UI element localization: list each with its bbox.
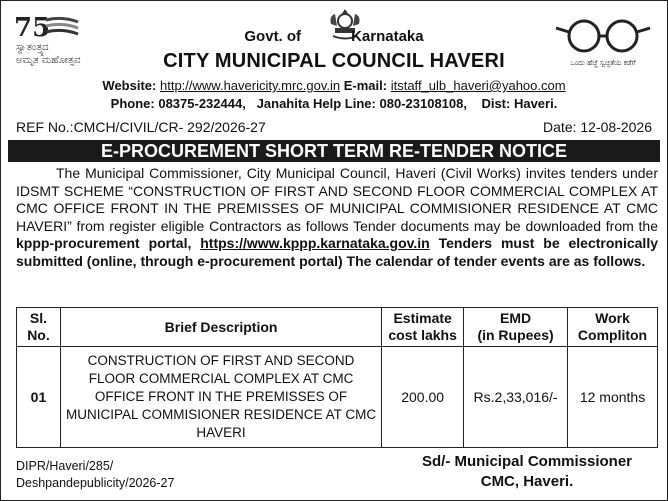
cell-emd: Rs.2,33,016/- — [464, 347, 568, 448]
paragraph-part1: The Municipal Commissioner, City Municipal Council, Haveri (Civil Works) invites tenders under IDSMT SCHEME “CONSTRUCTION OF FIRST AND SECOND FLOOR COMMERCIAL COMPLEX AT CMC OFFICE FRONT IN THE PREMISSES OF MUNICIPAL COMMISIONER RESIDENCE AT CMC HAVERI” from register eligible Contractors as follows Tender documents may be downloaded from the — [16, 165, 658, 234]
reference-number: REF No.:CMCH/CIVIL/CR- 292/2026-27 — [16, 119, 266, 135]
email-link[interactable]: itstaff_ulb_haveri@yahoo.com — [390, 78, 566, 93]
header-work-completion: Work Compliton — [568, 308, 658, 347]
dist-value: Haveri. — [513, 96, 558, 111]
logo-75-text: 75 — [14, 13, 51, 43]
cell-estimate: 200.00 — [382, 347, 464, 448]
signatory-title: Sd/- Municipal Commissioner — [421, 453, 633, 470]
reference-row — [16, 119, 656, 135]
website-link[interactable]: http://www.havericity.mrc.gov.in — [159, 78, 341, 93]
publicity-ref — [16, 458, 174, 492]
phone-value: 08375-232444, — [158, 96, 246, 111]
helpline-label: Janahita Help Line: — [256, 96, 376, 111]
contact-line-web — [0, 78, 668, 93]
header-sl-no: Sl. No. — [17, 308, 61, 347]
govt-state: Karnataka — [351, 28, 424, 45]
cell-sl-no: 01 — [17, 347, 61, 448]
logo-right-caption: ಒಂದು ಹೆಜ್ಜೆ ಸ್ವಚ್ಛತೆಯ ಕಡೆಗೆ — [570, 59, 636, 67]
govt-prefix: Govt. of — [244, 28, 302, 45]
website-label: Website: — [102, 78, 157, 93]
notice-title-banner: E-PROCUREMENT SHORT TERM RE-TENDER NOTICE — [8, 140, 660, 162]
govt-line — [0, 28, 668, 45]
cell-description: CONSTRUCTION OF FIRST AND SECOND FLOOR COMMERCIAL COMPLEX AT CMC OFFICE FRONT IN THE PREMISSES OF MUNICIPAL COMMISIONER RESIDENCE AT CMC HAVERI — [60, 347, 381, 448]
notice-date: Date: 12-08-2026 — [543, 119, 652, 135]
portal-label: kppp-procurement portal, — [16, 235, 192, 251]
notice-paragraph — [16, 165, 658, 270]
signature-block — [402, 452, 652, 492]
paragraph-part2: Tenders must be electronically submitted (online, through e-procurement portal) The calendar of tender events are as follows. — [16, 235, 658, 269]
header-description: Brief Description — [60, 308, 381, 347]
phone-label: Phone: — [110, 96, 155, 111]
publicity-agency: Deshpandepublicity/2026-27 — [16, 476, 175, 490]
logo-left-line1: ಸ್ವಾತಂತ್ರ್ಯದ — [16, 42, 49, 53]
email-label: E-mail: — [343, 78, 388, 93]
helpline-value: 080-23108108, — [379, 96, 467, 111]
council-title: CITY MUNICIPAL COUNCIL HAVERI — [163, 50, 505, 72]
cell-work-completion: 12 months — [568, 347, 658, 448]
table-header-row — [17, 308, 658, 347]
contact-line-phone — [0, 96, 668, 111]
dist-label: Dist: — [481, 96, 511, 111]
header-emd: EMD (in Rupees) — [464, 308, 568, 347]
signatory-office: CMC, Haveri. — [480, 473, 574, 490]
dipr-ref: DIPR/Haveri/285/ — [16, 459, 114, 473]
table-row — [17, 347, 658, 448]
logo-left-line2: ಅಮೃತ ಮಹೋತ್ಸವ — [16, 55, 81, 66]
tender-table — [16, 307, 658, 448]
header-estimate: Estimate cost lakhs — [382, 308, 464, 347]
portal-link[interactable]: https://www.kppp.karnataka.gov.in — [200, 235, 430, 251]
